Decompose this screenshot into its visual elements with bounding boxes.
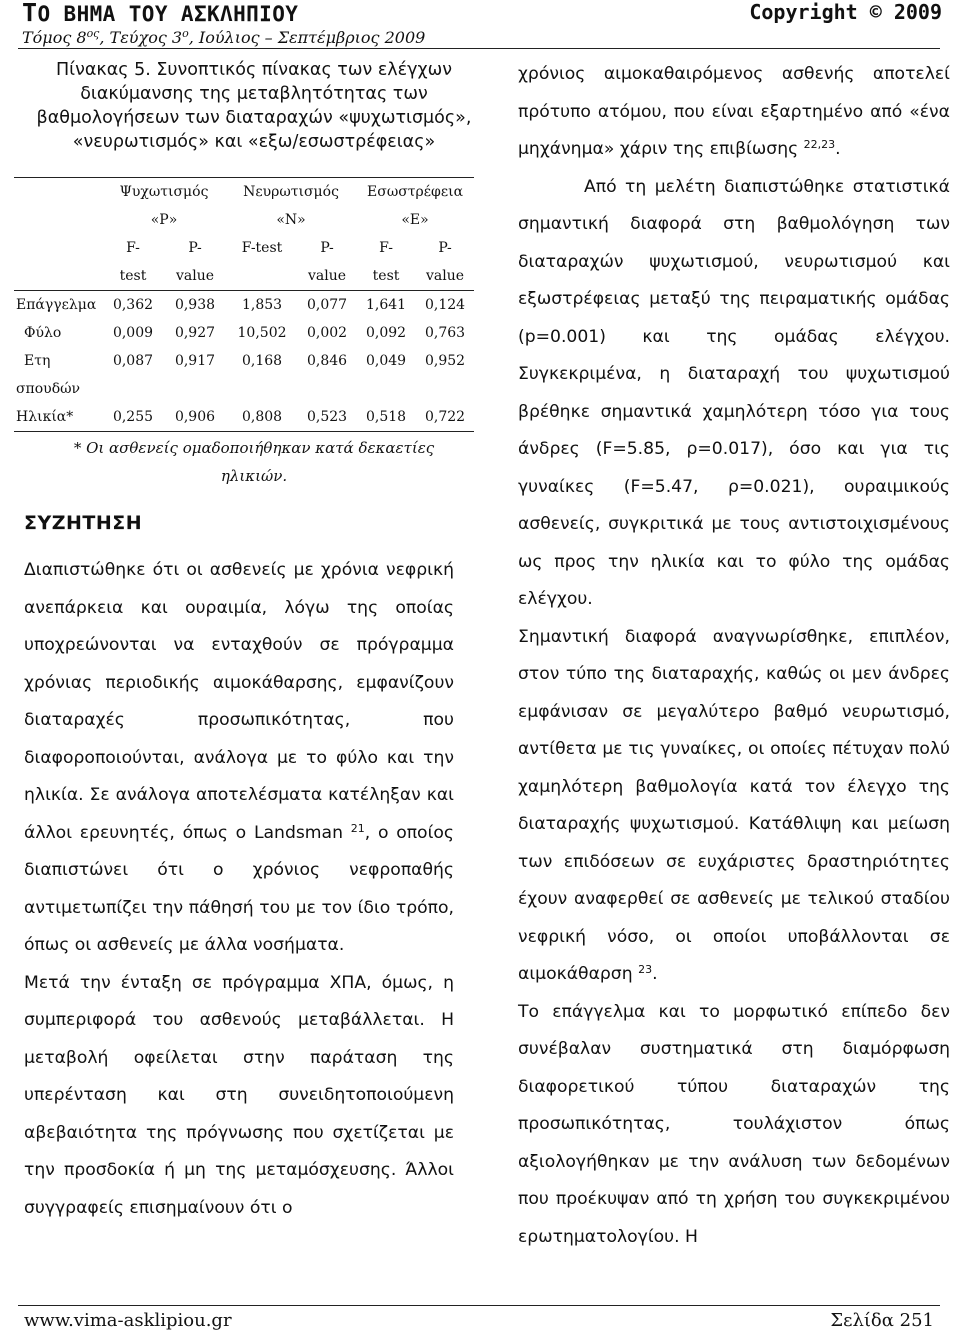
- footer-rule: [18, 1305, 940, 1306]
- paragraph: Το επάγγελμα και το μορφωτικό επίπεδο δεν συνέβαλαν συστηματικά στη διαμόρφωση διαφορετικού τύπου διαταραχών της προσωπικότητας, τουλάχιστον όπως αξιολογήθηκαν με την ανάλυση των δεδομένων που προέκυψαν από τη χρήση του συγκεκριμένου ερωτηματολογίου. Η: [518, 1001, 950, 1247]
- column-header: F-: [126, 240, 140, 256]
- column-header: P-: [320, 240, 334, 256]
- column-header: value: [426, 268, 465, 284]
- group-code: «P»: [150, 212, 178, 228]
- citation-ref: 23: [638, 963, 653, 976]
- table-row: [14, 403, 474, 432]
- table-row: [14, 375, 474, 403]
- column-header: test: [372, 268, 400, 284]
- table-cell: 0,092: [365, 325, 407, 341]
- table-cell: 0,168: [241, 353, 283, 369]
- table-cell: 1,641: [356, 291, 416, 320]
- table-cell: 0,077: [298, 291, 356, 320]
- right-column-text: [518, 56, 950, 1256]
- column-header: value: [175, 268, 215, 284]
- table-cell: 0,518: [356, 403, 416, 432]
- citation-ref: 22,23: [803, 138, 836, 151]
- copyright-notice: Copyright © 2009: [749, 0, 942, 24]
- column-header: F-: [379, 240, 393, 256]
- table-cell: 0,846: [306, 353, 348, 369]
- header-rule: [18, 48, 940, 49]
- table-cell: 0,255: [102, 403, 164, 432]
- table-cell: 0,002: [306, 325, 348, 341]
- table-footnote: * Οι ασθενείς ομαδοποιήθηκαν κατά δεκαετίες ηλικιών.: [73, 439, 435, 485]
- paragraph: χρόνιος αιμοκαθαιρόμενος ασθενής αποτελεί πρότυπο ατόμου, που είναι εξαρτημένο από «ένα μηχάνημα» χάριν της επιβίωσης $^{22,23}$.: [518, 64, 950, 159]
- table-cell: 0,523: [298, 403, 356, 432]
- table-cell: 0,927: [174, 325, 216, 341]
- group-introversion: Εσωστρέφεια: [356, 178, 474, 207]
- table-subheader-2: [14, 262, 474, 291]
- journal-title-initial: Τ: [22, 0, 38, 27]
- page-number: Σελίδα 251: [830, 1310, 934, 1331]
- issue-info: Τόμος $8^{o\varsigma}$, Τεύχος $3^o$, Ιούλιος – Σεπτέμβριος 2009: [22, 27, 426, 47]
- column-header: [226, 262, 298, 291]
- column-header: test: [119, 268, 147, 284]
- row-label: σπουδών: [16, 381, 81, 397]
- table-group-header: [14, 178, 474, 207]
- footer-url: www.vima-asklipiou.gr: [24, 1310, 232, 1331]
- table-row: [14, 319, 474, 347]
- anova-table: [14, 177, 474, 432]
- group-psychoticism: Ψυχωτισμός: [102, 178, 226, 207]
- left-column-text: [24, 552, 454, 1227]
- row-label: Επάγγελμα: [14, 291, 102, 320]
- table-row: [14, 347, 474, 375]
- table-subheader-1: [14, 234, 474, 262]
- table-caption: Πίνακας 5. Συνοπτικός πίνακας των ελέγχων διακύμανσης της μεταβλητότητας των βαθμολογήσεων των διαταραχών «ψυχωτισμός», «νευρωτισμός» και «εξω/εσωστρέφειας»: [36, 60, 472, 152]
- table-cell: 0,087: [112, 353, 154, 369]
- section-heading: ΣΥΖΗΤΗΣΗ: [24, 512, 143, 534]
- paragraph: Σημαντική διαφορά αναγνωρίσθηκε, επιπλέον, στον τύπο της διαταραχής, καθώς οι μεν άνδρες εμφάνισαν σε μεγαλύτερο βαθμό νευρωτισμό, αντίθετα με τις γυναίκες, οι οποίες πέτυχαν πολύ χαμηλότερη βαθμολογία κατά τον έλεγχο της διαταραχής ψυχωτισμού. Κατάθλιψη και μείωση των επιδόσεων σε ευχάριστες δραστηριότητες έχουν αναφερθεί σε ασθενείς με τελικού σταδίου νεφρική νόσο, οι οποίοι υποβάλλονται σε αιμοκάθαρση $^{23}$.: [518, 626, 950, 984]
- table-row: [14, 291, 474, 320]
- table-cell: 0,124: [416, 291, 474, 320]
- group-code: «N»: [276, 212, 306, 228]
- row-label: Ηλικία*: [14, 403, 102, 432]
- table-cell: 0,906: [164, 403, 226, 432]
- table-cell: 0,722: [416, 403, 474, 432]
- table-cell: 0,952: [424, 353, 466, 369]
- table-cell: 0,917: [174, 353, 216, 369]
- journal-title-rest: Ο ΒΗΜΑ ΤΟΥ ΑΣΚΛΗΠΙΟΥ: [37, 2, 299, 26]
- paragraph: Από τη μελέτη διαπιστώθηκε στατιστικά σημαντική διαφορά στη βαθμολόγηση των διαταραχών ψυχωτισμού, νευρωτισμού και εξωστρέφειας μεταξύ της πειραματικής ομάδας (p=0.001) και της ομάδας ελέγχου. Συγκεκριμένα, η διαταραχή του ψυχωτισμού βρέθηκε σημαντικά χαμηλότερη τόσο για τους άνδρες (F=5.85, ρ=0.017), όσο και για τις γυναίκες (F=5.47, ρ=0.021), ουραιμικούς ασθενείς, συγκριτικά με τους αντιστοιχισμένους ως προς την ηλικία και το φύλο της ομάδας ελέγχου.: [518, 176, 950, 609]
- journal-title: [22, 0, 298, 27]
- table-group-codes: [14, 206, 474, 234]
- group-neuroticism: Νευρωτισμός: [226, 178, 356, 207]
- column-header: F-test: [241, 240, 283, 256]
- table-cell: 0,362: [102, 291, 164, 320]
- group-code: «E»: [401, 212, 429, 228]
- table-cell: 0,009: [112, 325, 154, 341]
- table-cell: 1,853: [226, 291, 298, 320]
- table-cell: 10,502: [237, 325, 287, 341]
- column-header: P-: [438, 240, 452, 256]
- table-cell: 0,808: [226, 403, 298, 432]
- paragraph: Μετά την ένταξη σε πρόγραμμα ΧΠΑ, όμως, η συμπεριφορά του ασθενούς μεταβάλλεται. Η μεταβολή οφείλεται στην παράταση της υπερένταση και στη συνειδητοποιούμενη αβεβαιότητα της πρόγνωσης που σχετίζεται με την προσδοκία ή μη της μεταμόσχευσης. Άλλοι συγγραφείς επισημαίνουν ότι ο: [24, 972, 454, 1218]
- row-label: Ετη: [24, 353, 51, 369]
- citation-ref: 21: [350, 821, 365, 835]
- row-label: Φύλο: [24, 325, 62, 341]
- table-cell: 0,049: [365, 353, 407, 369]
- paragraph: Διαπιστώθηκε ότι οι ασθενείς με χρόνια νεφρική ανεπάρκεια και ουραιμία, λόγω της οποίας υποχρεώνονται να ενταχθούν σε πρόγραμμα χρόνιας περιοδικής αιμοκάθαρσης, εμφανίζουν διαταραχές προσωπικότητας, που διαφοροποιούνται, ανάλογα με το φύλο και την ηλικία. Σε ανάλογα αποτελέσματα κατέληξαν και άλλοι ερευνητές, όπως ο Landsman $^{21}$, ο οποίος διαπιστώνει ότι ο χρόνιος νεφροπαθής αντιμετωπίζει την πάθησή του με τον ίδιο τρόπο, όπως οι ασθενείς με άλλα νοσήματα.: [24, 560, 454, 955]
- table-cell: 0,938: [164, 291, 226, 320]
- column-header: value: [308, 268, 347, 284]
- table-cell: 0,763: [424, 325, 466, 341]
- column-header: P-: [188, 240, 202, 256]
